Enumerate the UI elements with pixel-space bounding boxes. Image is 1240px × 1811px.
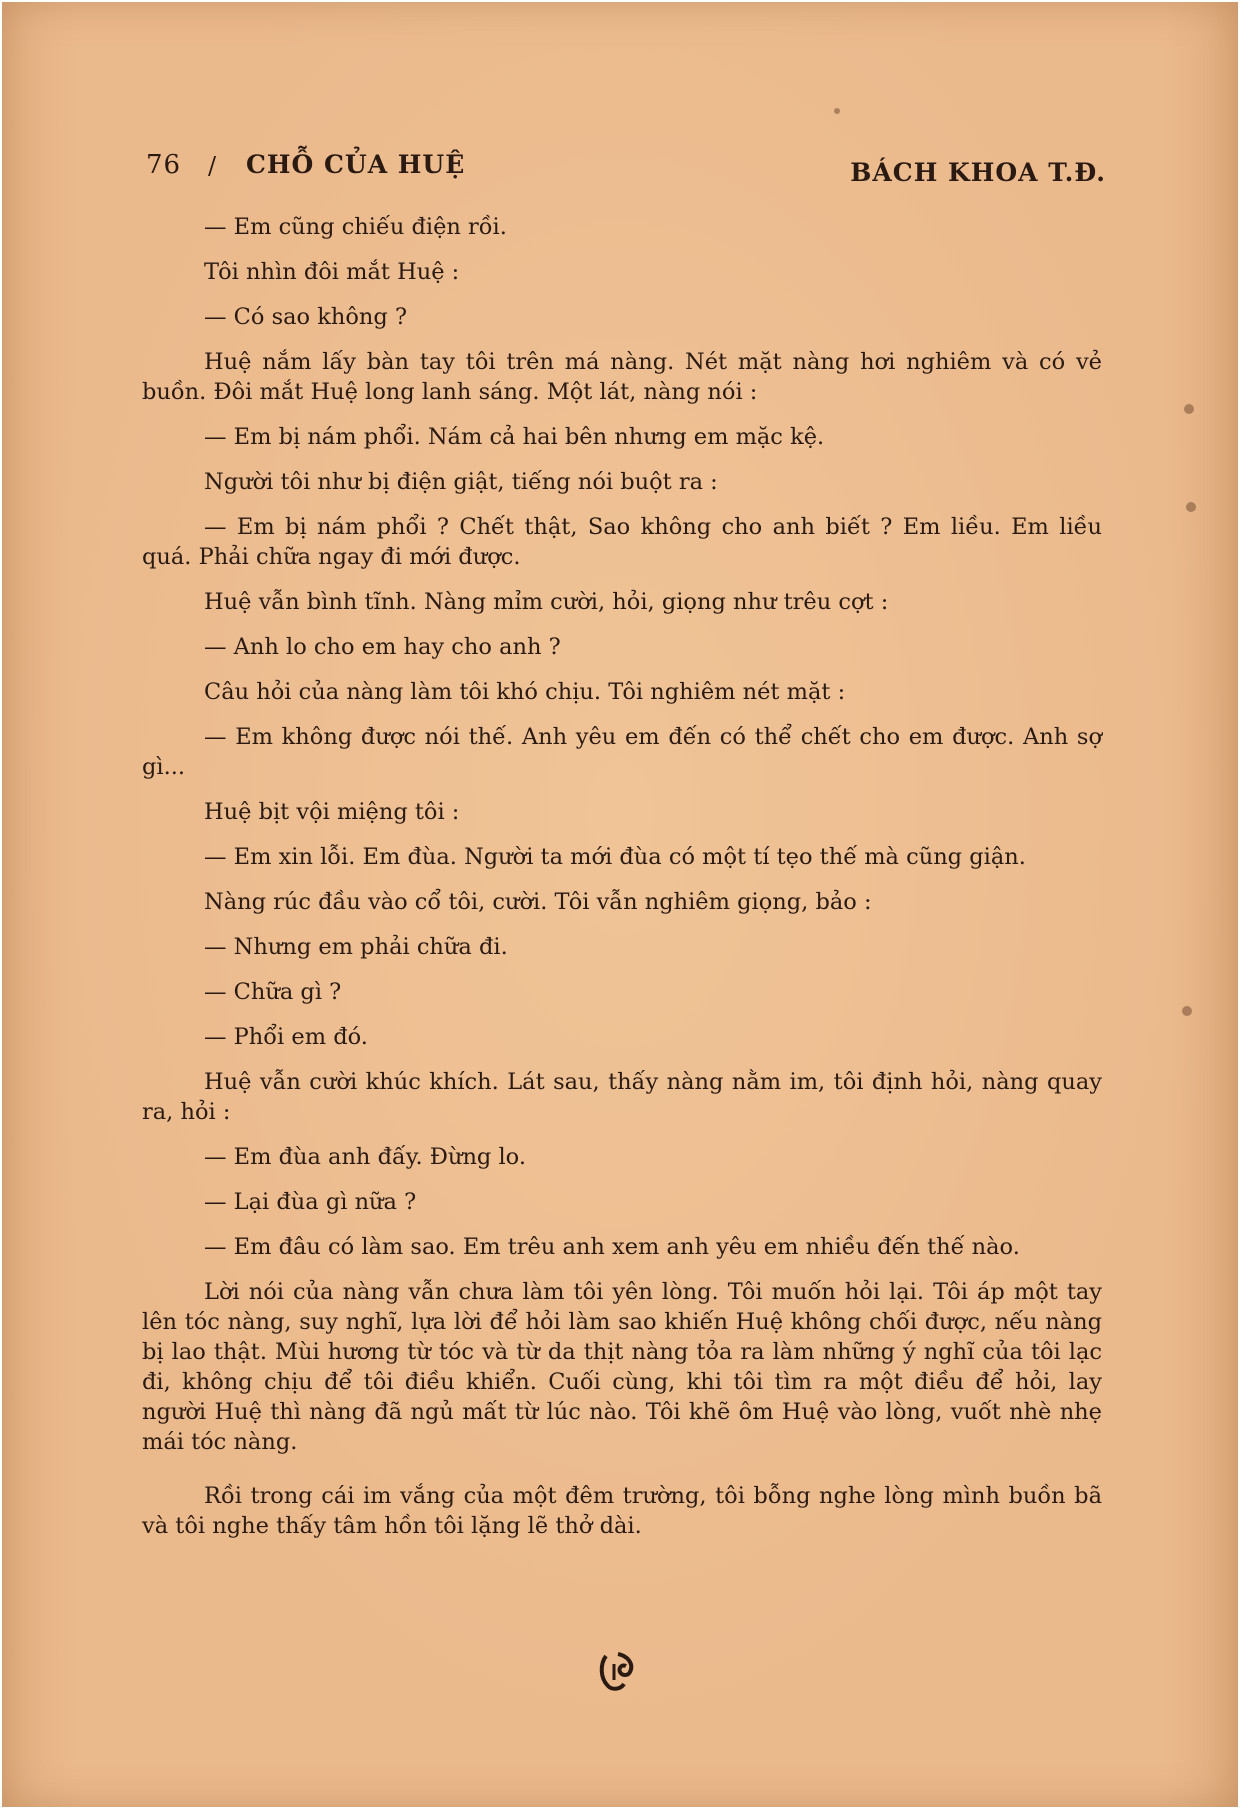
paragraph: — Em đùa anh đấy. Đừng lo. <box>204 1144 526 1170</box>
paragraph: — Lại đùa gì nữa ? <box>204 1189 417 1215</box>
paragraph: Huệ bịt vội miệng tôi : <box>204 799 460 825</box>
paper-speck <box>834 108 840 114</box>
paragraph: Nàng rúc đầu vào cổ tôi, cười. Tôi vẫn nghiêm giọng, bảo : <box>204 889 872 915</box>
paragraph: — Em cũng chiếu điện rồi. <box>204 214 507 240</box>
body-text <box>142 212 1102 1556</box>
paragraph: Huệ nắm lấy bàn tay tôi trên má nàng. Nét mặt nàng hơi nghiêm và có vẻ buồn. Đôi mắt Huệ long lanh sáng. Một lát, nàng nói : <box>142 349 1102 405</box>
paper-speck <box>1182 1006 1192 1016</box>
book-page <box>2 2 1238 1807</box>
header-separator: / <box>208 152 217 180</box>
paragraph: Huệ vẫn bình tĩnh. Nàng mỉm cười, hỏi, giọng như trêu cợt : <box>204 589 889 615</box>
running-head-right: BÁCH KHOA T.Đ. <box>850 158 1106 187</box>
paragraph: — Em không được nói thế. Anh yêu em đến có thể chết cho em được. Anh sợ gì... <box>142 724 1102 780</box>
paragraph: Lời nói của nàng vẫn chưa làm tôi yên lòng. Tôi muốn hỏi lại. Tôi áp một tay lên tóc nàng, suy nghĩ, lựa lời để hỏi làm sao khiến Huệ không chối được, nếu nàng bị lao thật. Mùi hương từ tóc và từ da thịt nàng tỏa ra làm những ý nghĩ của tôi lạc đi, không chịu để tôi điều khiển. Cuối cùng, khi tôi tìm ra một điều để hỏi, lay người Huệ thì nàng đã ngủ mất từ lúc nào. Tôi khẽ ôm Huệ vào lòng, vuốt nhè nhẹ mái tóc nàng. <box>142 1279 1102 1455</box>
paragraph: — Chữa gì ? <box>204 979 342 1005</box>
paragraph: — Em xin lỗi. Em đùa. Người ta mới đùa có một tí tẹo thế mà cũng giận. <box>204 844 1026 870</box>
running-title: CHỖ CỦA HUỆ <box>246 150 466 179</box>
paper-speck <box>1186 502 1196 512</box>
page-header <box>146 144 1106 194</box>
paragraph: — Em bị nám phổi. Nám cả hai bên nhưng em mặc kệ. <box>204 424 825 450</box>
paragraph: — Em đâu có làm sao. Em trêu anh xem anh yêu em nhiều đến thế nào. <box>204 1234 1020 1260</box>
paragraph: — Phổi em đó. <box>204 1024 368 1050</box>
paragraph: Huệ vẫn cười khúc khích. Lát sau, thấy nàng nằm im, tôi định hỏi, nàng quay ra, hỏi : <box>142 1069 1102 1125</box>
paragraph: — Em bị nám phổi ? Chết thật, Sao không cho anh biết ? Em liều. Em liều quá. Phải chữa ngay đi mới được. <box>142 514 1102 570</box>
paragraph: — Có sao không ? <box>204 304 408 330</box>
paragraph: Rồi trong cái im vắng của một đêm trường, tôi bỗng nghe lòng mình buồn bã và tôi nghe thấy tâm hồn tôi lặng lẽ thở dài. <box>142 1483 1102 1539</box>
paper-speck <box>1184 404 1194 414</box>
paragraph: — Nhưng em phải chữa đi. <box>204 934 508 960</box>
paragraph: Tôi nhìn đôi mắt Huệ : <box>204 259 460 285</box>
paragraph: — Anh lo cho em hay cho anh ? <box>204 634 561 660</box>
end-ornament-icon <box>598 1650 638 1692</box>
page-number: 76 <box>146 150 182 180</box>
paragraph: Người tôi như bị điện giật, tiếng nói buột ra : <box>204 469 718 495</box>
paragraph: Câu hỏi của nàng làm tôi khó chịu. Tôi nghiêm nét mặt : <box>204 679 846 705</box>
